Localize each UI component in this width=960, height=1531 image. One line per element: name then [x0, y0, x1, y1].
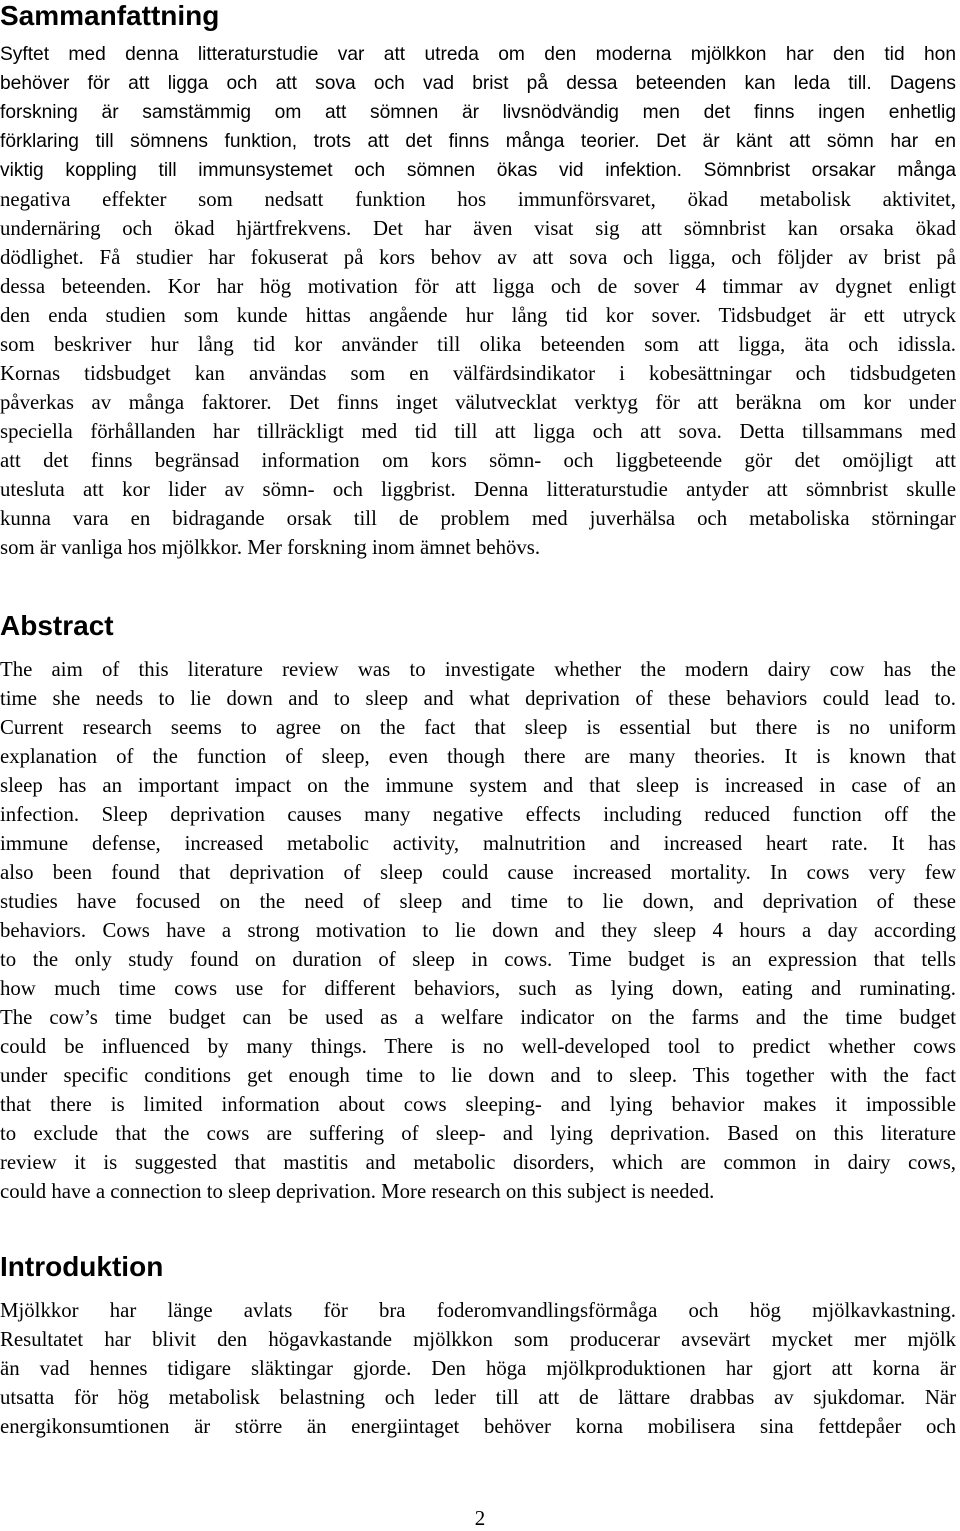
text-line: kunna vara en bidragande orsak till de problem med juverhälsa och metaboliska störningar — [0, 507, 956, 530]
text-line: Kornas tidsbudget kan användas som en välfärdsindikator i kobesättningar och tidsbudgeten — [0, 362, 956, 385]
text-line: under specific conditions get enough time to lie down and to sleep. This together with the fact — [0, 1064, 956, 1087]
text-line: studies have focused on the need of sleep and time to lie down, and deprivation of these — [0, 890, 956, 913]
text-line: energikonsumtionen är större än energiintaget behöver korna mobilisera sina fettdepåer och — [0, 1415, 956, 1438]
text-line: also been found that deprivation of sleep could cause increased mortality. In cows very few — [0, 861, 956, 884]
text-line: infection. Sleep deprivation causes many negative effects including reduced function off the — [0, 803, 956, 826]
text-line: immune defense, increased metabolic activity, malnutrition and increased heart rate. It has — [0, 832, 956, 855]
text-line: Current research seems to agree on the fact that sleep is essential but there is no uniform — [0, 716, 956, 739]
text-line: The aim of this literature review was to investigate whether the modern dairy cow has the — [0, 658, 956, 681]
text-line: explanation of the function of sleep, even though there are many theories. It is known that — [0, 745, 956, 768]
paragraph-introduktion — [0, 1296, 956, 1441]
text-line: sleep has an important impact on the immune system and that sleep is increased in case of an — [0, 774, 956, 797]
text-line: to exclude that the cows are suffering of sleep- and lying deprivation. Based on this literature — [0, 1122, 956, 1145]
text-line: dessa beteenden. Kor har hög motivation för att ligga och de sover 4 timmar av dygnet enligt — [0, 275, 956, 298]
text-line: time she needs to lie down and to sleep and what deprivation of these behaviors could lead to. — [0, 687, 956, 710]
text-line: förklaring till sömnens funktion, trots att det finns många teorier. Det är känt att sömn har en — [0, 131, 956, 152]
text-line: som är vanliga hos mjölkkor. Mer forskning inom ämnet behövs. — [0, 536, 541, 559]
text-line: den enda studien som kunde hittas angående hur lång tid kor sover. Tidsbudget är ett utryck — [0, 304, 956, 327]
text-line: utesluta att kor lider av sömn- och liggbrist. Denna litteraturstudie antyder att sömnbrist skulle — [0, 478, 956, 501]
text-line: att det finns begränsad information om kors sömn- och liggbeteende gör det omöjligt att — [0, 449, 956, 472]
text-line: that there is limited information about cows sleeping- and lying behavior makes it impossible — [0, 1093, 956, 1116]
text-line: utsatta för hög metabolisk belastning och leder till att de lättare drabbas av sjukdomar. När — [0, 1386, 956, 1409]
text-line: The cow’s time budget can be used as a welfare indicator on the farms and the time budget — [0, 1006, 956, 1029]
text-line: negativa effekter som nedsatt funktion hos immunförsvaret, ökad metabolisk aktivitet, — [0, 188, 956, 211]
text-line: forskning är samstämmig om att sömnen är livsnödvändig men det finns ingen enhetlig — [0, 102, 956, 123]
text-line: påverkas av många faktorer. Det finns inget välutvecklat verktyg för att beräkna om kor under — [0, 391, 956, 414]
text-line: som beskriver hur lång tid kor använder till olika beteenden som att ligga, äta och idissla. — [0, 333, 956, 356]
text-line: behöver för att ligga och att sova och vad brist på dessa beteenden kan leda till. Dagens — [0, 73, 956, 94]
section-heading-abstract: Abstract — [0, 610, 114, 641]
paragraph-abstract — [0, 655, 956, 1206]
text-line: Syftet med denna litteraturstudie var att utreda om den moderna mjölkkon har den tid hon — [0, 44, 956, 65]
text-line: could be influenced by many things. There is no well-developed tool to predict whether cows — [0, 1035, 956, 1058]
text-line: än vad hennes tidigare släktingar gjorde. Den höga mjölkproduktionen har gjort att korna är — [0, 1357, 956, 1380]
text-line: undernäring och ökad hjärtfrekvens. Det har även visat sig att sömnbrist kan orsaka ökad — [0, 217, 956, 240]
text-line: could have a connection to sleep deprivation. More research on this subject is needed. — [0, 1180, 715, 1203]
page-number: 2 — [474, 1506, 486, 1530]
text-line: dödlighet. Få studier har fokuserat på kors behov av att sova och ligga, och följder av brist på — [0, 246, 956, 269]
section-heading-introduktion: Introduktion — [0, 1251, 164, 1282]
section-heading-sammanfattning: Sammanfattning — [0, 0, 220, 31]
text-line: Resultatet har blivit den högavkastande mjölkkon som producerar avsevärt mycket mer mjölk — [0, 1328, 956, 1351]
text-line: how much time cows use for different behaviors, such as lying down, eating and ruminating. — [0, 977, 956, 1000]
text-line: Mjölkkor har länge avlats för bra foderomvandlingsförmåga och hög mjölkavkastning. — [0, 1299, 956, 1322]
text-line: behaviors. Cows have a strong motivation to lie down and they sleep 4 hours a day according — [0, 919, 956, 942]
text-line: review it is suggested that mastitis and metabolic disorders, which are common in dairy cows, — [0, 1151, 956, 1174]
paragraph-sammanfattning — [0, 40, 956, 562]
text-line: speciella förhållanden har tillräckligt med tid till att ligga och att sova. Detta tillsammans med — [0, 420, 956, 443]
text-line: to the only study found on duration of sleep in cows. Time budget is an expression that tells — [0, 948, 956, 971]
text-line: viktig koppling till immunsystemet och sömnen ökas vid infektion. Sömnbrist orsakar många — [0, 160, 956, 181]
